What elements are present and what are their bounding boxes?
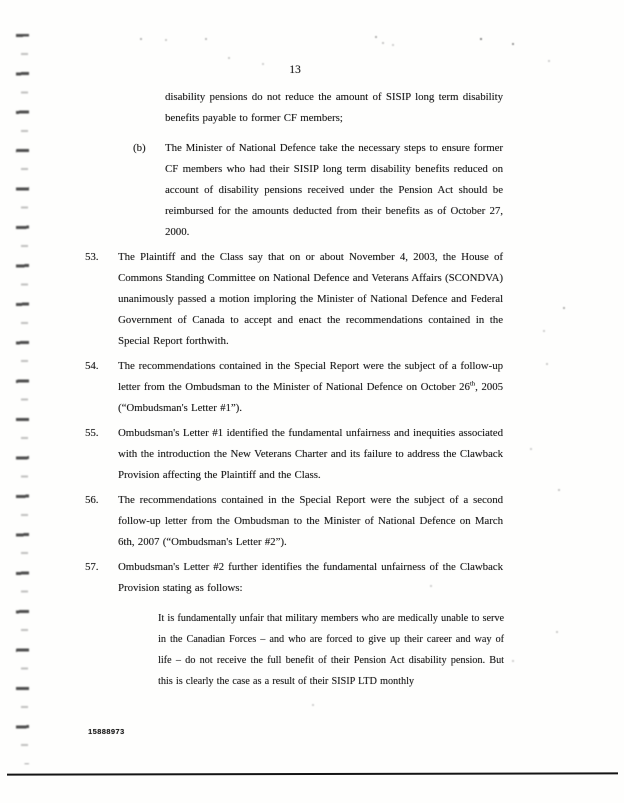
paragraph-number: 55. (85, 427, 99, 439)
paragraph-text: Ombudsman's Letter #2 further identifies the fundamental unfairness of the Clawback Provision stating as follows: (118, 561, 503, 594)
subparagraph-label: (b) (133, 142, 146, 154)
page-number: 13 (289, 64, 301, 76)
binding-marks-faint (21, 53, 28, 758)
block-quote: It is fundamentally unfair that military members who are medically unable to serve in the Canadian Forces – and who are forced to give up their career and way of life – do not receive the full benefit of their Pension Act disability pension. But this is clearly the case as a result of their SISIP LTD monthly (158, 613, 504, 687)
paragraph-text-end: , 2005 (“Ombudsman's Letter #1”). (118, 381, 503, 414)
paragraph-number: 56. (85, 494, 99, 506)
paragraph-number: 57. (85, 561, 99, 573)
subparagraph-text: The Minister of National Defence take the necessary steps to ensure former CF members who had their SISIP long term disability benefits reduced on account of disability pensions received under the Pension Act should be reimbursed for the amounts deducted from their benefits as of October 27, 2000. (165, 142, 503, 238)
scan-specks (0, 0, 2, 2)
subparagraph-b (133, 138, 505, 243)
paragraph-number: 54. (85, 360, 99, 372)
ordinal-superscript: th (469, 380, 476, 388)
paragraph-text: The Plaintiff and the Class say that on or about November 4, 2003, the House of Commons Standing Committee on National Defence and Veterans Affairs (SCONDVA) unanimously passed a motion imploring the Minister of National Defence and Federal Government of Canada to accept and enact the recommendations contained in the Special Report forthwith. (118, 251, 503, 347)
document-id-stamp: 15888973 (88, 727, 125, 736)
bottom-scan-line (7, 772, 618, 775)
paragraph-text-start: The recommendations contained in the Special Report were the subject of a follow-up letter from the Ombudsman to the Minister of National Defence on October 26 (118, 360, 503, 393)
subparagraph-a-continuation: disability pensions do not reduce the amount of SISIP long term disability benefits payable to former CF members; (165, 91, 503, 124)
paragraph-number: 53. (85, 251, 99, 263)
paragraph-54 (85, 356, 505, 419)
paragraph-text: The recommendations contained in the Special Report were the subject of a second follow-up letter from the Ombudsman to the Minister of National Defence on March 6th, 2007 (“Ombudsman's Letter #2”). (118, 494, 503, 548)
paragraph-53 (85, 247, 505, 352)
paragraph-55 (85, 423, 505, 486)
paragraph-text (118, 356, 503, 419)
paragraph-57 (85, 557, 505, 599)
document-body (85, 60, 505, 692)
paragraph-text: Ombudsman's Letter #1 identified the fundamental unfairness and inequities associated with the introduction the New Veterans Charter and its failure to address the Clawback Provision affecting the Plaintiff and the Class. (118, 427, 503, 481)
paragraph-56 (85, 490, 505, 553)
